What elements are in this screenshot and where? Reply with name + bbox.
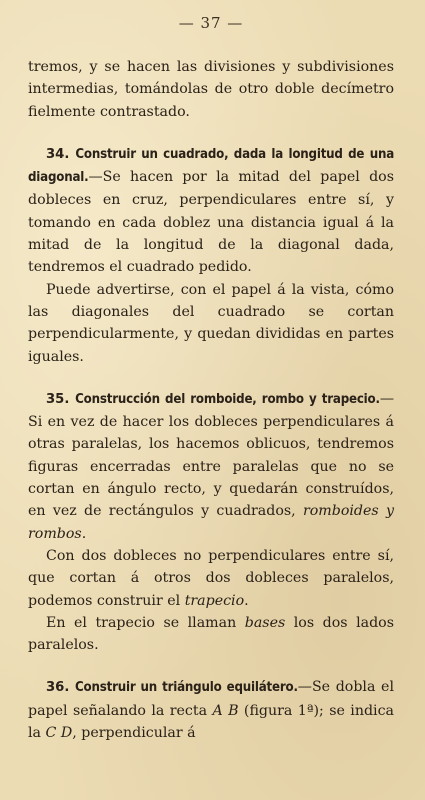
section-34-extra: Puede advertirse, con el papel á la vista, cómo las diagonales del cuadrado se cortan perpendicularmente, y quedan divididas en partes iguales. xyxy=(28,281,394,365)
section-36-body-end: , perpendicular á xyxy=(72,725,196,742)
section-35-paragraph xyxy=(28,388,394,545)
section-36-body-text: —Se dobla el papel señalando la recta xyxy=(28,679,394,719)
section-35-body-end: . xyxy=(81,525,87,542)
section-35-title: Construcción del romboide, rombo y trapecio. xyxy=(75,391,380,407)
section-34-paragraph xyxy=(28,143,394,279)
section-35-extra-1-text: Con dos dobleces no perpendiculares entre sí, que cortan á otros dos dobleces paralelos, podemos construir el xyxy=(28,547,394,609)
section-35-extra-2-italic: bases xyxy=(244,614,286,631)
section-35-body-italic: romboides y rombos xyxy=(28,503,394,542)
section-35-extra-1-italic: trapecio xyxy=(184,592,245,609)
book-page xyxy=(28,14,394,744)
section-35-body-text: —Si en vez de hacer los dobleces perpendiculares á otras paralelas, los hacemos oblicuos, tendremos figuras encerradas entre paralelas que no se cortan en ángulo recto, y quedarán construídos, en vez de rectángulos y cuadrados, xyxy=(28,390,394,520)
section-36-body-mid: (figura 1ª); se indica la xyxy=(28,702,394,742)
section-35-extra-2-end: los dos lados paralelos. xyxy=(28,614,394,654)
section-35-extra-2 xyxy=(28,612,394,657)
section-gap xyxy=(28,123,394,143)
page-number: — 37 — xyxy=(178,14,244,32)
section-34-number: 34. xyxy=(46,146,70,162)
section-35-extra-1 xyxy=(28,545,394,612)
section-gap xyxy=(28,368,394,388)
intro-paragraph: tremos, y se hacen las divisiones y subdivisiones intermedias, tomándolas de otro doble decímetro fielmente contrastado. xyxy=(28,59,394,120)
section-34-title: Construir un cuadrado, dada la longitud de una diagonal. xyxy=(28,146,394,186)
section-35-number: 35. xyxy=(46,391,70,407)
section-34-body: —Se hacen por la mitad del papel dos dobleces en cruz, perpendiculares entre sí, y tomando en cada doblez una distancia igual á la mitad de la longitud de la diagonal dada, tendremos el cuadrado pedido. xyxy=(28,169,394,276)
section-36-paragraph xyxy=(28,676,394,744)
section-35-extra-1-end: . xyxy=(244,592,249,609)
section-35-extra-2-text: En el trapecio se llaman xyxy=(46,614,245,631)
section-36-number: 36. xyxy=(46,680,70,696)
section-36-line-ab: A B xyxy=(212,702,239,719)
section-gap xyxy=(28,656,394,676)
section-36-line-cd: C D xyxy=(45,725,73,742)
section-36-title: Construir un triángulo equilátero. xyxy=(75,680,298,696)
